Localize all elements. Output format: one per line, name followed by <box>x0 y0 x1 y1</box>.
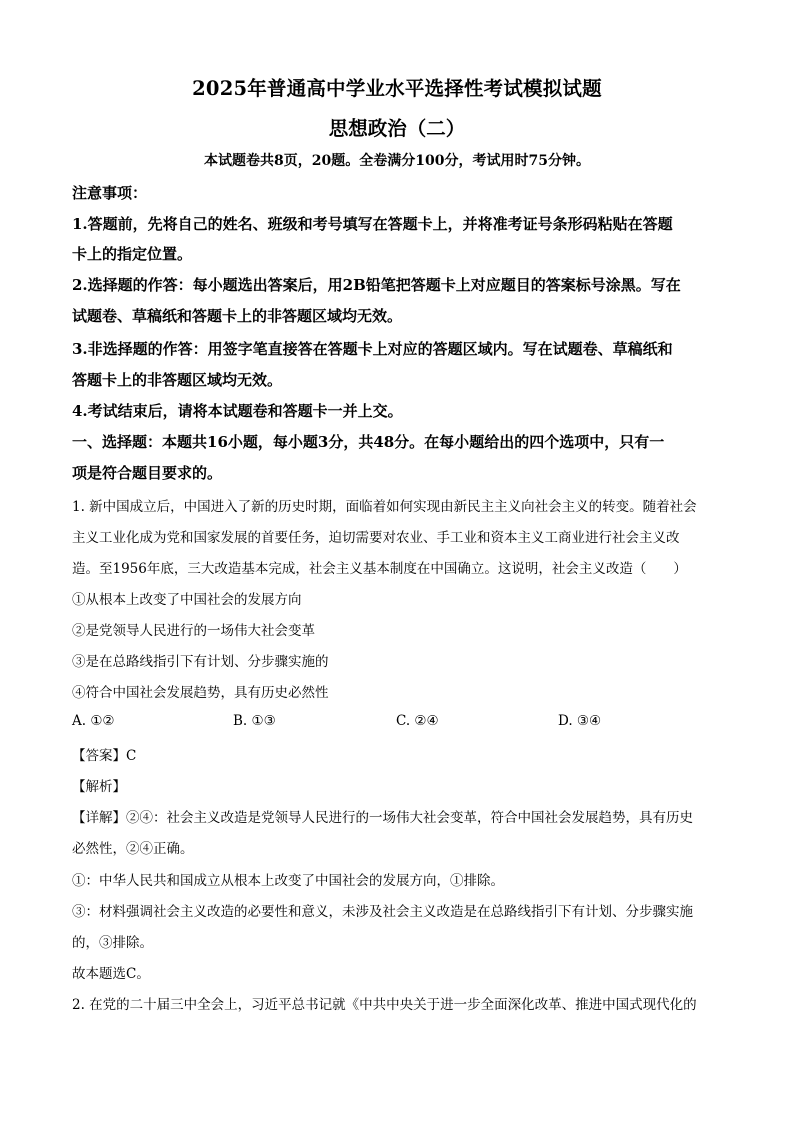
question-1-conclusion: 故本题选C。 <box>72 966 150 982</box>
notice-heading: 注意事项： <box>72 184 148 202</box>
page-title: 2025年普通高中学业水平选择性考试模拟试题 <box>192 77 602 100</box>
page-subtitle: 思想政治（二） <box>328 117 466 140</box>
question-1-analysis-label: 【解析】 <box>72 779 126 795</box>
question-1-detail-line-1: 【详解】②④：社会主义改造是党领导人民进行的一场伟大社会变革，符合中国社会发展趋势，具有历史 <box>72 810 693 826</box>
notice-item-2-line-1: 2.选择题的作答：每小题选出答案后，用2B铅笔把答题卡上对应题目的答案标号涂黑。写在 <box>72 276 681 294</box>
question-1-statement-4: ④符合中国社会发展趋势，具有历史必然性 <box>72 685 329 701</box>
question-1-detail-line-4: ③：材料强调社会主义改造的必要性和意义，未涉及社会主义改造是在总路线指引下有计划、分步骤实施 <box>72 904 693 920</box>
notice-item-1-line-1: 1.答题前，先将自己的姓名、班级和考号填写在答题卡上，并将准考证号条形码粘贴在答题 <box>72 215 673 233</box>
question-1-option-d: D. ③④ <box>558 713 602 729</box>
section-heading-line-1: 一、选择题：本题共16小题，每小题3分，共48分。在每小题给出的四个选项中，只有一 <box>72 433 665 451</box>
question-1-detail-line-5: 的，③排除。 <box>72 935 153 951</box>
question-1-detail-line-2: 必然性，②④正确。 <box>72 841 194 857</box>
notice-item-3-line-2: 答题卡上的非答题区域均无效。 <box>72 371 283 389</box>
question-1-option-b: B. ①③ <box>233 713 276 729</box>
question-1-statement-3: ③是在总路线指引下有计划、分步骤实施的 <box>72 654 329 670</box>
exam-info: 本试题卷共8页，20题。全卷满分100分，考试用时75分钟。 <box>204 153 590 169</box>
question-1-statement-1: ①从根本上改变了中国社会的发展方向 <box>72 592 302 608</box>
question-1-detail-line-3: ①：中华人民共和国成立从根本上改变了中国社会的发展方向，①排除。 <box>72 873 504 889</box>
question-1-stem-line-1: 1. 新中国成立后，中国进入了新的历史时期，面临着如何实现由新民主主义向社会主义的转变。随着社会 <box>72 499 697 515</box>
question-1-stem-line-2: 主义工业化成为党和国家发展的首要任务，迫切需要对农业、手工业和资本主义工商业进行社会主义改 <box>72 530 680 546</box>
notice-item-3-line-1: 3.非选择题的作答：用签字笔直接答在答题卡上对应的答题区域内。写在试题卷、草稿纸和 <box>72 340 673 358</box>
section-heading-line-2: 项是符合题目要求的。 <box>72 464 223 482</box>
question-1-option-c: C. ②④ <box>396 713 439 729</box>
question-1-answer: 【答案】C <box>72 748 137 764</box>
question-2-stem-line-1: 2. 在党的二十届三中全会上，习近平总书记就《中共中央关于进一步全面深化改革、推进中国式现代化的 <box>72 997 697 1013</box>
notice-item-2-line-2: 试题卷、草稿纸和答题卡上的非答题区域均无效。 <box>72 307 403 325</box>
question-1-statement-2: ②是党领导人民进行的一场伟大社会变革 <box>72 623 315 639</box>
notice-item-4: 4.考试结束后，请将本试题卷和答题卡一并上交。 <box>72 402 403 420</box>
question-1-stem-line-3: 造。至1956年底，三大改造基本完成，社会主义基本制度在中国确立。这说明，社会主义改造（ ） <box>72 561 687 577</box>
question-1-option-a: A. ①② <box>72 713 115 729</box>
notice-item-1-line-2: 卡上的指定位置。 <box>72 245 193 263</box>
